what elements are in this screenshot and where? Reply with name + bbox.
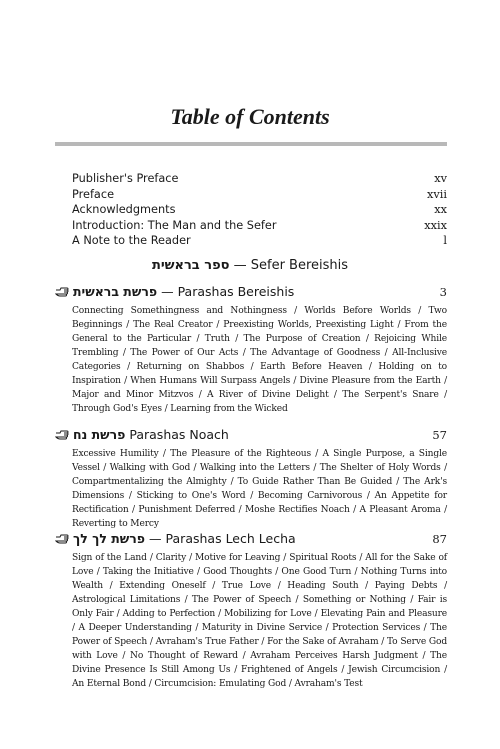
- parasha-page: 87: [432, 532, 447, 546]
- toc-entry-note-to-reader[interactable]: [72, 233, 447, 249]
- parasha-hebrew-title: פרשת בראשית: [73, 284, 158, 299]
- page-title: Table of Contents: [170, 104, 330, 129]
- parasha-english-title: Parashas Bereishis: [177, 284, 295, 299]
- entry-label: Acknowledgments: [72, 203, 176, 216]
- parasha-dash: —: [161, 284, 174, 299]
- parasha-page: 57: [432, 428, 447, 442]
- toc-entry-introduction[interactable]: [72, 218, 447, 234]
- parasha-english-title: Parashas Lech Lecha: [165, 531, 296, 546]
- sefer-heading: [0, 257, 500, 275]
- parasha-section-lech-lecha: [55, 530, 447, 691]
- parasha-heading[interactable]: [55, 426, 447, 444]
- parasha-page: 3: [439, 285, 447, 299]
- front-matter-list: [72, 171, 447, 249]
- parasha-dash: —: [149, 531, 162, 546]
- entry-page: l: [443, 234, 447, 247]
- pointing-hand-icon: [55, 533, 69, 544]
- pointing-hand-icon: [55, 429, 69, 440]
- entry-label: A Note to the Reader: [72, 234, 191, 247]
- parasha-topics: Sign of the Land / Clarity / Motive for Leaving / Spiritual Roots / All for the Sake of Love / Taking the Initiative / Good Thoughts / One Good Turn / Nothing Turns into Wealth / Extending Oneself / True Love / Heading South / Paying Debts / Astrological Limitations / The Power of Speech / Something or Nothing / Fair is Only Fair / Adding to Perfection / Mobilizing for Love / Elevating Pain and Pleasure / A Deeper Understanding / Maturity in Divine Service / Protection Services / The Power of Speech / Avraham's True Father / For the Sake of Avraham / To Serve God with Love / No Thought of Reward / Avraham Perceives Harsh Judgment / The Divine Presence Is Still Among Us / Frightened of Angels / Jewish Circumcision / An Eternal Bond / Circumcision: Emulating God / Avraham's Test: [72, 553, 447, 690]
- toc-entry-acknowledgments[interactable]: [72, 202, 447, 218]
- entry-page: xx: [434, 203, 447, 216]
- parasha-english-title: Parashas Noach: [129, 427, 229, 442]
- entry-label: Preface: [72, 187, 115, 201]
- entry-page: xxix: [424, 218, 447, 232]
- sefer-hebrew-title: ספר בראשית: [151, 258, 230, 273]
- title-rule: [55, 142, 447, 146]
- entry-label: Publisher's Preface: [72, 172, 179, 185]
- pointing-hand-icon: [55, 286, 69, 297]
- toc-entry-publishers-preface[interactable]: [72, 171, 447, 187]
- parasha-section-bereishis: [55, 283, 447, 416]
- parasha-heading[interactable]: [55, 283, 447, 301]
- toc-entry-preface[interactable]: [72, 187, 447, 203]
- parasha-hebrew-title: פרשת נח: [73, 427, 126, 442]
- sefer-dash: —: [233, 258, 247, 273]
- sefer-english-title: Sefer Bereishis: [250, 258, 349, 273]
- parasha-topics: Connecting Somethingness and Nothingness / Worlds Before Worlds / Two Beginnings / The Real Creator / Preexisting Worlds, Preexisting Light / From the General to the Particular / Truth / The Purpose of Creation / Rejoicing While Trembling / The Power of Our Acts / The Advantage of Goodness / All-Inclusive Categories / Returning on Shabbos / Earth Before Heaven / Holding on to Inspiration / When Humans Will Surpass Angels / Divine Pleasure from the Earth / Major and Minor Mitzvos / A River of Divine Delight / The Serpent's Snare / Through God's Eyes / Learning from the Wicked: [72, 306, 447, 415]
- entry-label: Introduction: The Man and the Sefer: [72, 218, 277, 232]
- entry-page: xvii: [427, 187, 447, 201]
- parasha-heading[interactable]: [55, 530, 447, 548]
- parasha-hebrew-title: פרשת לך לך: [73, 531, 146, 546]
- parasha-topics: Excessive Humility / The Pleasure of the Righteous / A Single Purpose, a Single Vessel / Walking with God / Walking into the Letters / The Shelter of Holy Words / Compartmentalizing the Almighty / To Guide Rather Than Be Guided / The Ark's Dimensions / Sticking to One's Word / Becoming Carnivorous / An Appetite for Rectification / Punishment Deferred / Moshe Rectifies Noach / A Pleasant Aroma / Reverting to Mercy: [72, 449, 447, 530]
- parasha-section-noach: [55, 426, 447, 531]
- entry-page: xv: [434, 172, 447, 185]
